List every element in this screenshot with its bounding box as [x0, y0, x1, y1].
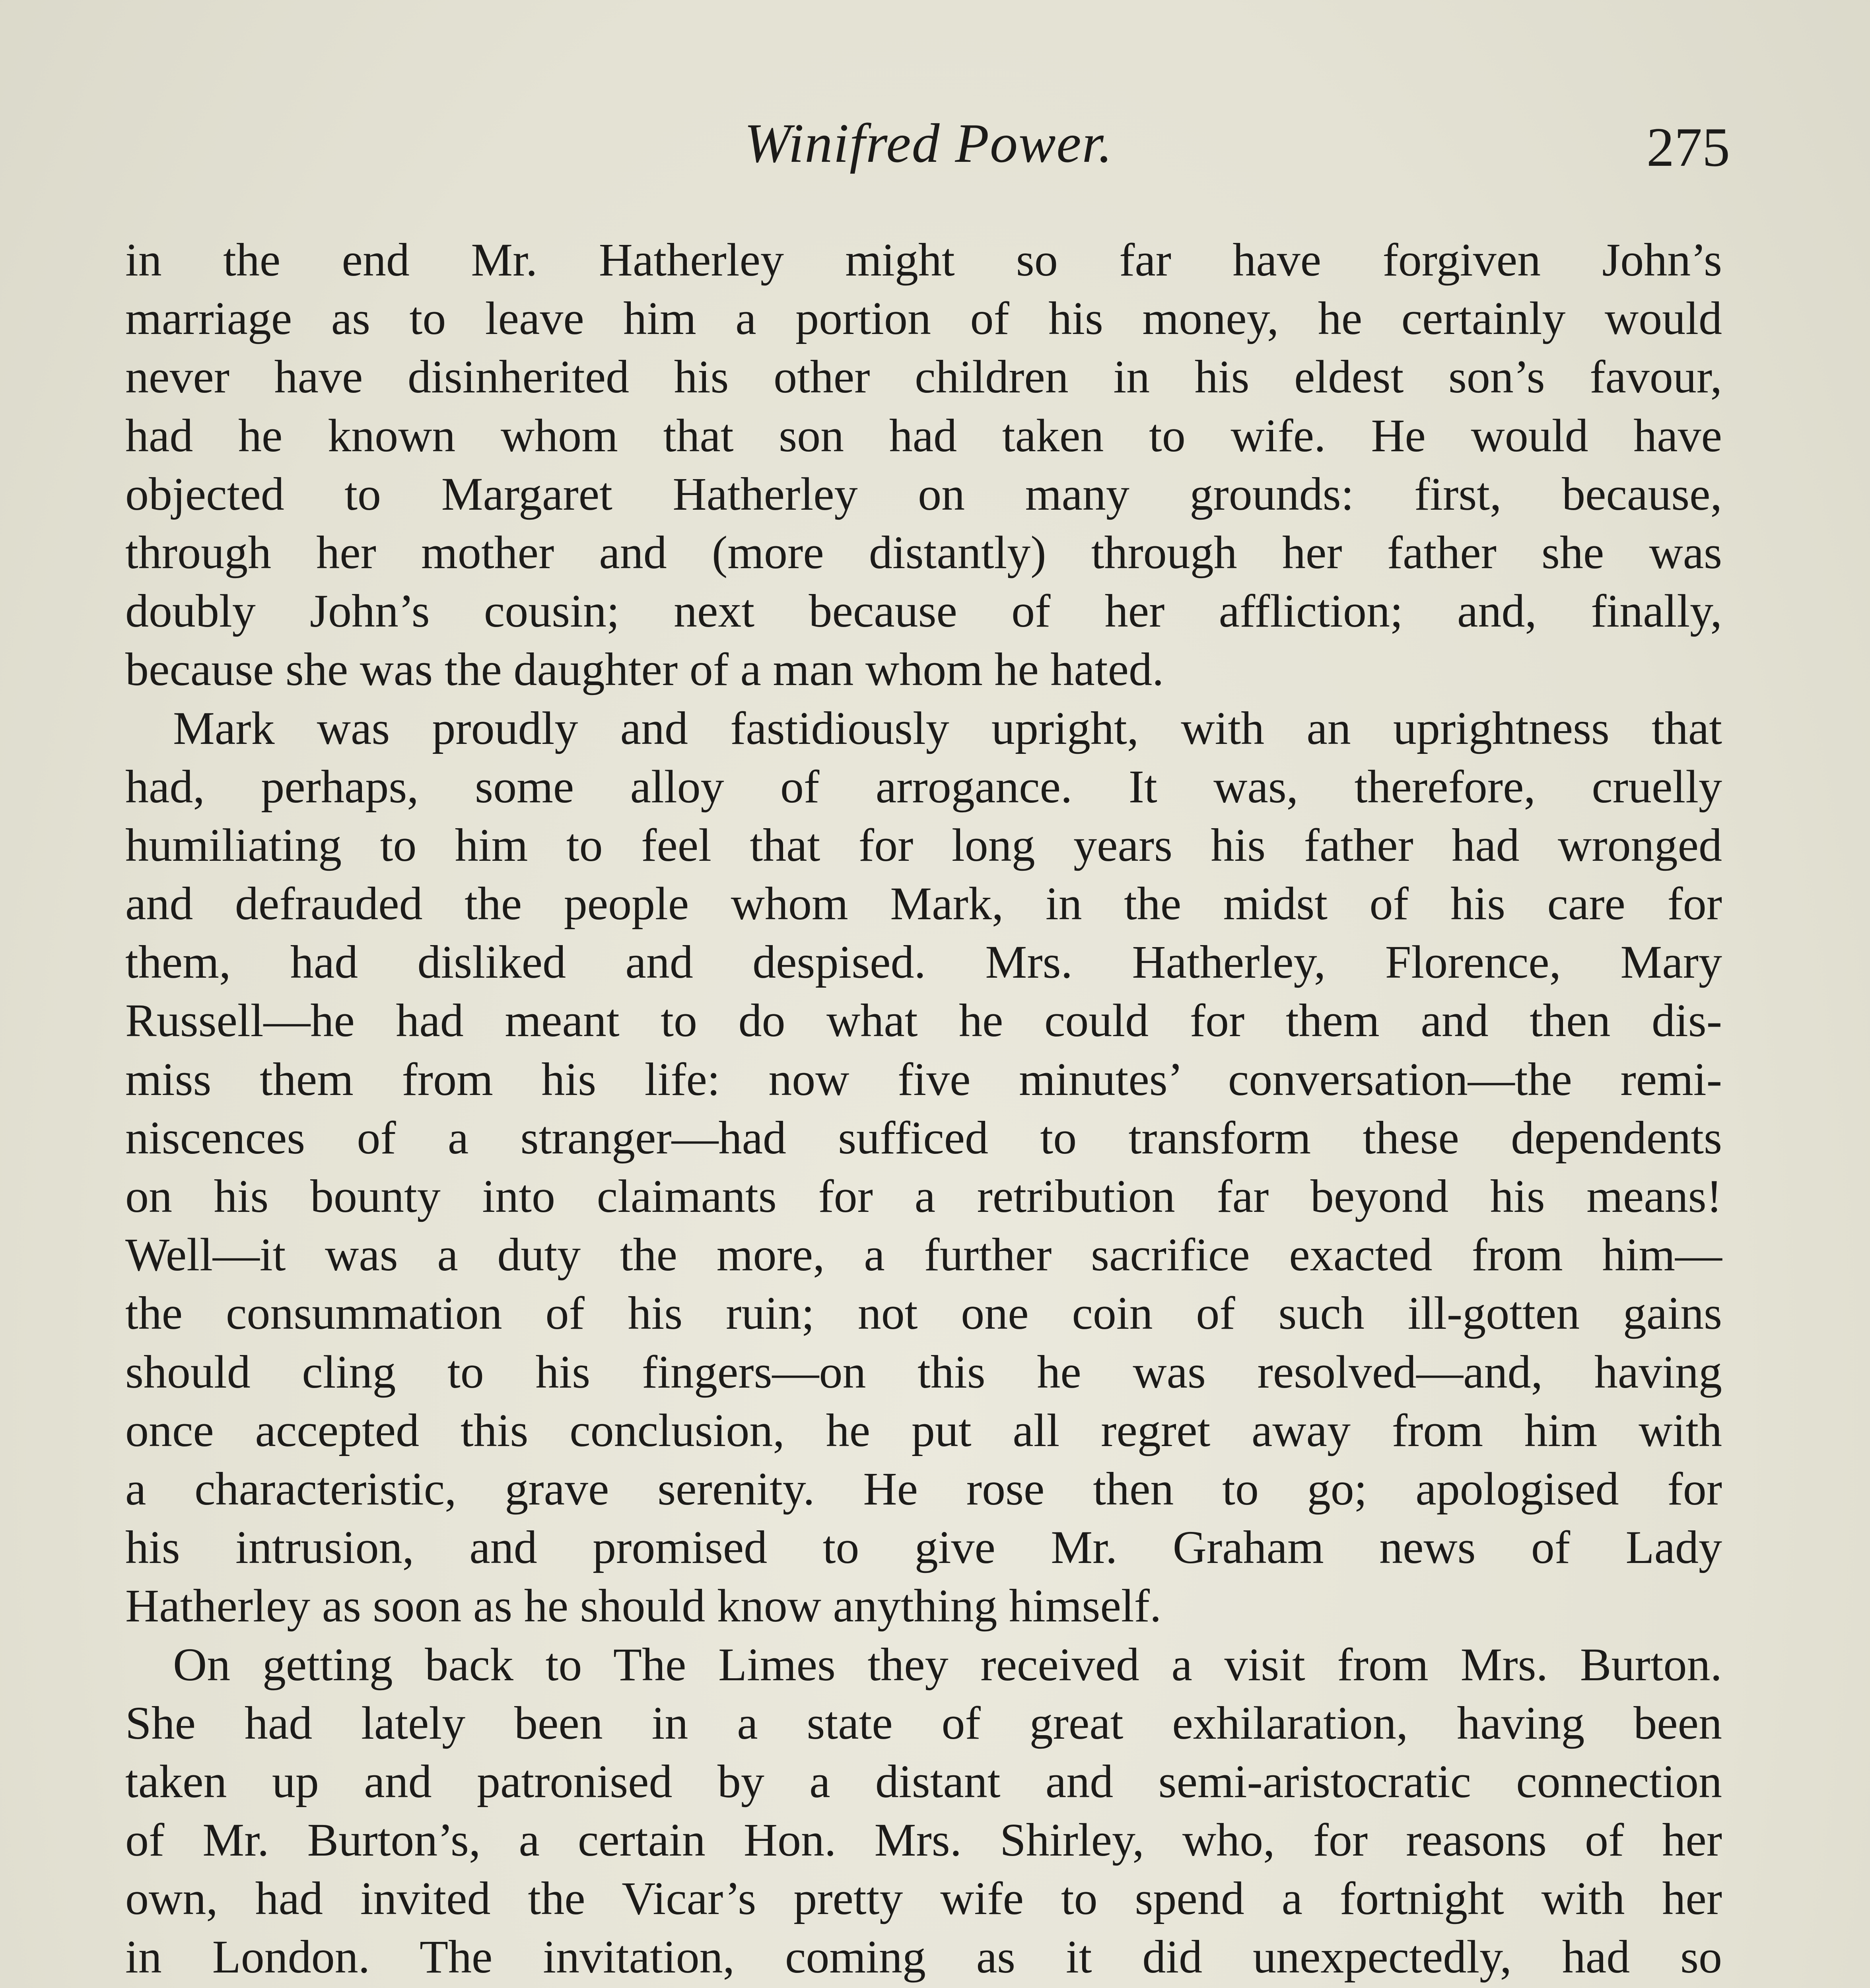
text-line: through her mother and (more distantly) through her father she was [125, 526, 1722, 579]
page-number: 275 [1646, 116, 1730, 178]
text-line: them, had disliked and despised. Mrs. Hatherley, Florence, Mary [125, 936, 1722, 988]
paragraph-start-line: On getting back to The Limes they received a visit from Mrs. Burton. [173, 1638, 1722, 1691]
text-line: a characteristic, grave serenity. He rose then to go; apologised for [125, 1462, 1722, 1515]
text-line: Well—it was a duty the more, a further sacrifice exacted from him— [125, 1229, 1722, 1281]
text-line: humiliating to him to feel that for long years his father had wronged [125, 819, 1722, 871]
text-line: miss them from his life: now five minutes’ conversation—the remi- [125, 1053, 1722, 1105]
text-line: the consummation of his ruin; not one coin of such ill-gotten gains [125, 1287, 1722, 1340]
text-line: of Mr. Burton’s, a certain Hon. Mrs. Shirley, who, for reasons of her [125, 1814, 1722, 1866]
text-line: own, had invited the Vicar’s pretty wife to spend a fortnight with her [125, 1872, 1722, 1925]
text-line: never have disinherited his other children in his eldest son’s favour, [125, 351, 1722, 403]
text-line: Russell—he had meant to do what he could for them and then dis- [125, 994, 1722, 1047]
text-line: once accepted this conclusion, he put all regret away from him with [125, 1404, 1722, 1456]
text-line: Hatherley as soon as he should know anything himself. [125, 1580, 1162, 1632]
text-line: objected to Margaret Hatherley on many grounds: first, because, [125, 468, 1722, 520]
page-header [127, 103, 1730, 183]
text-line: marriage as to leave him a portion of his money, he certainly would [125, 292, 1722, 345]
text-line: his intrusion, and promised to give Mr. Graham news of Lady [125, 1521, 1722, 1574]
text-line: in the end Mr. Hatherley might so far have forgiven John’s [125, 234, 1722, 286]
text-line: taken up and patronised by a distant and semi-aristocratic connection [125, 1755, 1722, 1807]
body-text [125, 231, 1722, 1988]
text-line: had, perhaps, some alloy of arrogance. It was, therefore, cruelly [125, 760, 1722, 813]
text-line: on his bounty into claimants for a retribution far beyond his means! [125, 1170, 1722, 1222]
text-line: doubly John’s cousin; next because of her affliction; and, finally, [125, 585, 1722, 637]
running-title: Winifred Power. [744, 113, 1113, 174]
text-line: in London. The invitation, coming as it did unexpectedly, had so [125, 1931, 1722, 1983]
paragraph-start-line: Mark was proudly and fastidiously upright, with an uprightness that [173, 702, 1722, 754]
text-line [125, 1986, 1722, 1988]
text-line: had he known whom that son had taken to wife. He would have [125, 409, 1722, 462]
text-line: should cling to his fingers—on this he was resolved—and, having [125, 1345, 1722, 1398]
text-line: She had lately been in a state of great exhilaration, having been [125, 1697, 1722, 1749]
text-line: niscences of a stranger—had sufficed to transform these dependents [125, 1111, 1722, 1164]
text-line: because she was the daughter of a man whom he hated. [125, 643, 1164, 696]
text-line: and defrauded the people whom Mark, in the midst of his care for [125, 878, 1722, 930]
